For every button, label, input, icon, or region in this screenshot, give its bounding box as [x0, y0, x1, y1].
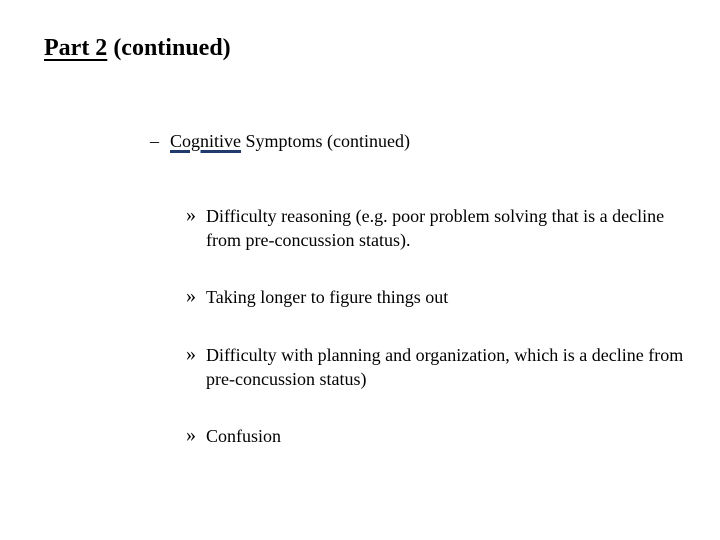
- bullet-marker-icon: »: [186, 285, 196, 307]
- bullet-text: Difficulty reasoning (e.g. poor problem solving that is a decline from pre-concussion status).: [206, 206, 665, 250]
- dash-marker: –: [150, 131, 159, 151]
- bullet-text: Difficulty with planning and organization, which is a decline from pre-concussion status): [206, 345, 684, 389]
- bullet-item: [186, 424, 686, 448]
- bullet-marker-icon: »: [186, 343, 196, 365]
- section-heading: [150, 128, 410, 154]
- bullet-marker-icon: »: [186, 424, 196, 446]
- bullet-item: [186, 285, 686, 309]
- slide-title: [44, 32, 231, 64]
- bullet-item: [186, 204, 686, 252]
- slide-title-continued: (continued): [107, 35, 231, 61]
- bullet-text: Taking longer to figure things out: [206, 287, 449, 307]
- bullet-text: Confusion: [206, 426, 282, 446]
- section-heading-rest: Symptoms (continued): [241, 131, 410, 151]
- slide-title-part: Part 2: [44, 35, 108, 61]
- bullet-item: [186, 343, 686, 391]
- bullet-marker-icon: »: [186, 204, 196, 226]
- section-heading-keyword: Cognitive: [170, 131, 241, 151]
